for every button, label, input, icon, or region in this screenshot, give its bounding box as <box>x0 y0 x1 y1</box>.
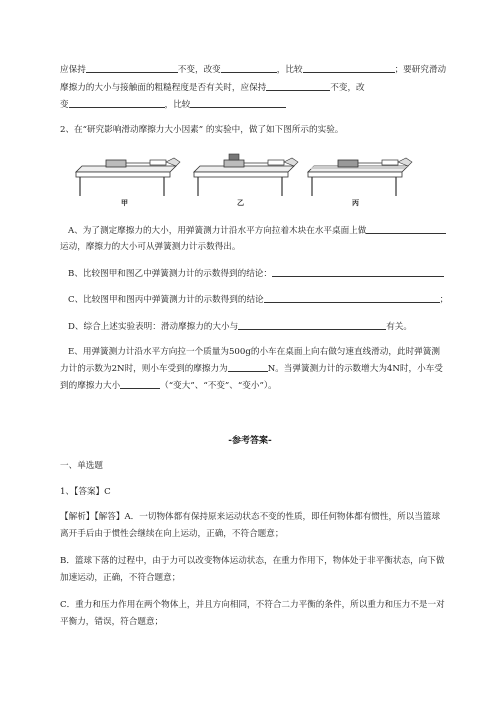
q1-line-2 <box>60 81 450 94</box>
analysis-a-line-1: 【解析】【解答】A．一切物体都有保持原来运动状态不变的性质，即任何物体都有惯性，所以当篮球 <box>60 512 441 522</box>
q1-line-1 <box>60 63 450 76</box>
q2-c <box>68 293 458 306</box>
figure-jia <box>72 152 184 196</box>
analysis-c-line-2: 平衡力，错误，符合题意； <box>60 617 164 627</box>
text: （“变大”、“不变”、“变小”）。 <box>160 381 277 391</box>
answer-blank[interactable] <box>238 320 386 330</box>
text: A、为了测定摩擦力的大小，用弹簧测力计沿水平方向拉着木块在水平桌面上做 <box>68 226 367 236</box>
answer-blank[interactable] <box>266 81 330 91</box>
figure-bing <box>304 152 416 196</box>
section-title: 一、单选题 <box>60 461 103 471</box>
q2-e-line-2 <box>60 362 450 375</box>
answer-blank[interactable] <box>86 63 178 73</box>
text: 摩擦力的大小与接触面的粗糙程度是否有关时，应保持 <box>60 83 267 93</box>
q1-line-3 <box>60 98 450 111</box>
answer-blank[interactable] <box>120 379 160 389</box>
answer-1: 1、【答案】C <box>60 487 111 497</box>
text: 到的摩擦力大小 <box>60 381 121 391</box>
answer-blank[interactable] <box>190 98 286 108</box>
text: 力计的示数为2N时，则小车受到的摩擦力为 <box>60 364 228 374</box>
q2-a-line-1 <box>68 224 458 237</box>
text: B、比较图甲和图乙中弹簧测力计的示数得到的结论： <box>68 269 272 279</box>
table-experiment-icon <box>72 152 184 196</box>
analysis-b-line-1: B．篮球下落的过程中，由于力可以改变物体运动状态，在重力作用下，物体处于非平衡状态，向下做 <box>60 556 445 566</box>
figure-label-yi: 乙 <box>237 198 244 207</box>
text: ； <box>439 295 449 305</box>
text: 变 <box>60 100 69 110</box>
q2-e-line-1: E、用弹簧测力计沿水平方向拉一个质量为500g的小车在桌面上向右做匀速直线滑动，此时弹簧测 <box>68 347 440 357</box>
q2-a-line-2: 运动，摩擦力的大小可从弹簧测力计示数得出。 <box>60 242 241 252</box>
analysis-b-line-2: 加速运动，正确，不符合题意； <box>60 573 181 583</box>
text: ，比较 <box>276 65 303 75</box>
text: 有关。 <box>386 322 412 332</box>
answer-blank[interactable] <box>366 224 446 234</box>
q2-title: 2、在“研究影响滑动摩擦力大小因素” 的实验中，做了如下图所示的实验。 <box>60 125 344 135</box>
table-experiment-icon <box>190 152 302 196</box>
q2-e-line-3 <box>60 379 450 392</box>
figure-label-bing: 丙 <box>352 198 359 207</box>
table-experiment-icon <box>304 152 416 196</box>
text: N。当弹簧测力计的示数增大为4N时，小车受 <box>267 364 443 374</box>
answer-blank[interactable] <box>264 293 440 303</box>
answer-blank[interactable] <box>272 267 444 277</box>
analysis-c-line-1: C．重力和压力作用在两个物体上，并且方向相同，不符合二力平衡的条件，所以重力和压力不是一对 <box>60 600 445 610</box>
text: ；要研究滑动 <box>394 65 447 75</box>
q2-b <box>68 267 458 280</box>
text: 应保持 <box>60 65 86 75</box>
text: 不变，改 <box>330 83 365 93</box>
q2-d <box>68 320 458 333</box>
text: C、比较图甲和图丙中弹簧测力计的示数得到的结论 <box>68 295 264 305</box>
text: ，比较 <box>164 100 191 110</box>
answers-heading: -参考答案- <box>228 436 272 446</box>
figure-label-jia: 甲 <box>121 198 128 207</box>
answer-blank[interactable] <box>228 362 268 372</box>
text: D、综合上述实验表明：滑动摩擦力的大小与 <box>68 322 239 332</box>
answer-blank[interactable] <box>221 63 277 73</box>
text: 不变，改变 <box>177 65 221 75</box>
answer-blank[interactable] <box>303 63 395 73</box>
analysis-a-line-2: 离开手后由于惯性会继续在向上运动，正确，不符合题意； <box>60 529 284 539</box>
answer-blank[interactable] <box>69 98 165 108</box>
figure-yi <box>190 152 302 196</box>
